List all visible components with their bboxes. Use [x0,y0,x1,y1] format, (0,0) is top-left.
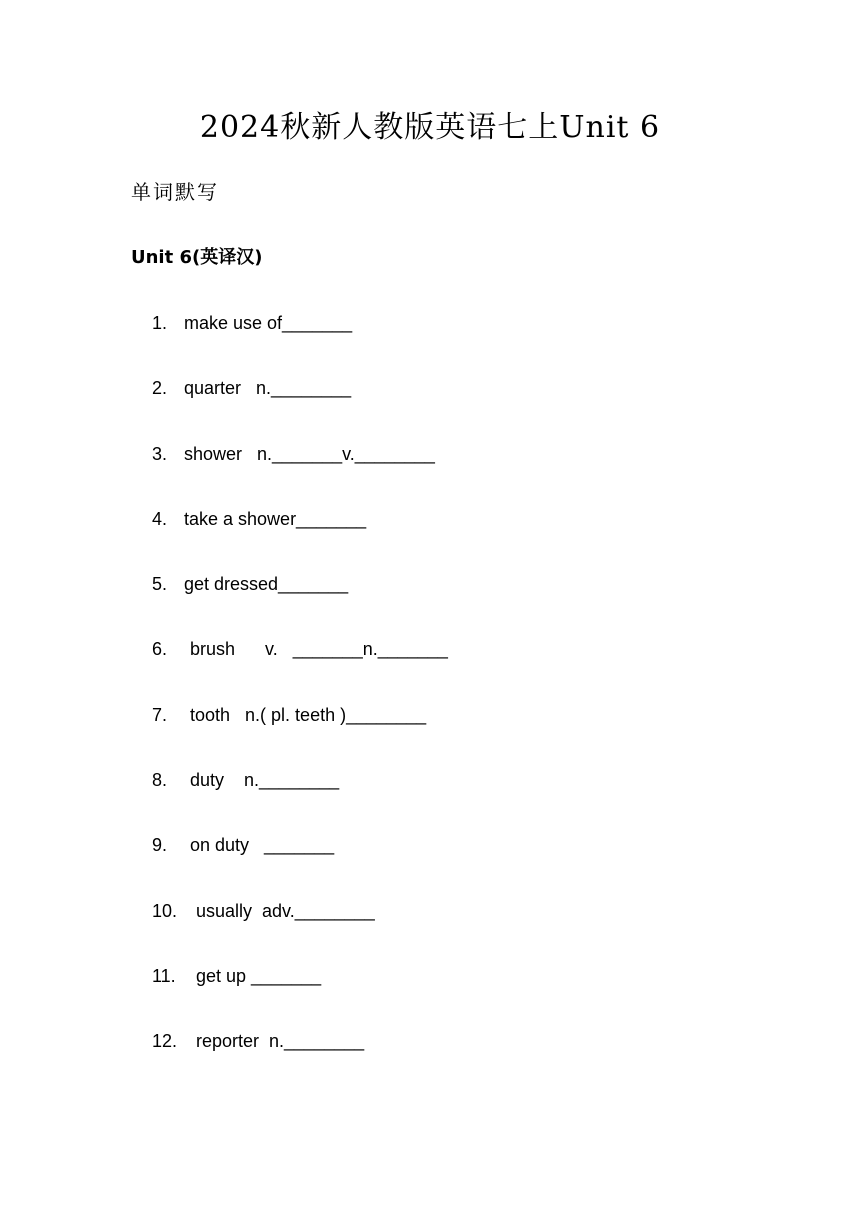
list-item [0,898,375,963]
item-text: take a shower_______ [184,508,367,529]
list-item [0,1028,365,1093]
item-text: make use of_______ [184,313,353,333]
list-item [0,702,427,767]
section-heading: 单词默写 [131,180,219,204]
item-text: duty n.________ [190,770,340,791]
item-text: on duty _______ [190,835,335,856]
item-number: 4. [152,508,168,529]
item-number: 6. [152,639,168,660]
list-item [0,375,352,440]
list-item [0,310,353,375]
unit-sub-heading: Unit 6(英译汉) [131,247,263,268]
item-number: 10. [152,900,178,921]
item-number: 1. [152,313,168,333]
list-item [0,963,322,1028]
item-text: shower n._______v.________ [184,443,435,464]
item-number: 9. [152,835,168,856]
item-number: 8. [152,770,168,791]
item-text: quarter n.________ [184,378,352,399]
list-item [0,767,340,832]
item-number: 7. [152,704,168,725]
item-text: tooth n.( pl. teeth )________ [190,704,427,725]
list-item [0,832,335,897]
vocabulary-list [0,310,448,1094]
list-item [0,571,349,636]
item-text: get up _______ [196,965,322,986]
item-number: 2. [152,378,168,399]
item-number: 5. [152,574,168,595]
item-number: 12. [152,1031,178,1052]
page-title: 2024秋新人教版英语七上Unit 6 [199,110,661,145]
item-text: brush v. _______n._______ [190,639,448,660]
item-text: usually adv.________ [196,900,375,921]
list-item [0,636,448,701]
item-text: get dressed_______ [184,574,349,595]
item-text: reporter n.________ [196,1031,365,1052]
item-number: 3. [152,443,168,464]
list-item [0,506,367,571]
item-number: 11. [152,965,176,986]
list-item [0,441,435,506]
